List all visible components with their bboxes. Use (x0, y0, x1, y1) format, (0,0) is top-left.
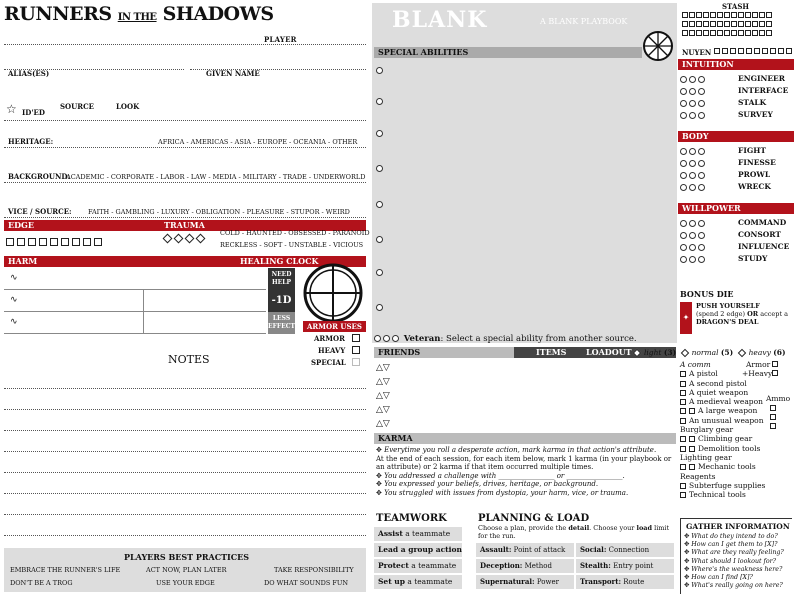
need-help-box: NEED HELP (268, 268, 295, 290)
attribute-body-header: BODY (678, 131, 794, 142)
action-fight[interactable]: FIGHT (680, 145, 794, 157)
karma-rule-3: ✥ You addressed a challenge with ________________ or ________________. (376, 471, 625, 480)
special-abilities-header: SPECIAL ABILITIES (374, 47, 642, 58)
action-survey[interactable]: SURVEY (680, 109, 794, 121)
action-interface[interactable]: INTERFACE (680, 85, 794, 97)
planning-desc: Choose a plan, provide the detail. Choose your load limit for the run. (478, 524, 670, 540)
push-yourself-label: PUSH YOURSELF (696, 302, 760, 310)
karma-rule-1: ✥ Everytime you roll a desperate action, mark karma in that action's attribute. (376, 446, 657, 454)
bonus-die-text: PUSH YOURSELF (spend 2 edge) OR accept a DRAGON'S DEAL (696, 302, 788, 326)
ability-slot-2[interactable] (376, 97, 385, 105)
heritage-options[interactable]: AFRICA - AMERICAS - ASIA - EUROPE - OCEANIA - OTHER (158, 138, 358, 146)
plan-supernatural: Supernatural: Power (476, 575, 574, 589)
ammo-label: Ammo (766, 394, 791, 403)
trauma-list-1[interactable]: COLD - HAUNTED - OBSESSED - PARANOID (220, 229, 370, 237)
action-finesse[interactable]: FINESSE (680, 157, 794, 169)
teamwork-list (374, 527, 462, 589)
healing-clock-title: HEALING CLOCK (240, 256, 319, 266)
karma-header: KARMA (374, 433, 676, 444)
armor-uses-header: ARMOR USES (303, 321, 366, 332)
load-heavy[interactable]: heavy (748, 348, 771, 357)
heritage-label: HERITAGE: (8, 137, 54, 146)
vice-options[interactable]: FAITH - GAMBLING - LUXURY - OBLIGATION - PLEASURE - STUPOR - WEIRD (88, 208, 350, 216)
plan-transport: Transport: Route (576, 575, 674, 589)
loadout-options[interactable] (634, 347, 794, 358)
action-study[interactable]: STUDY (680, 253, 794, 265)
stash-label: STASH (722, 2, 749, 11)
action-stalk[interactable]: STALK (680, 97, 794, 109)
teamwork-lead: Lead a group action (374, 543, 462, 557)
action-prowl[interactable]: PROWL (680, 169, 794, 181)
heartbeat-icon: ∿ (10, 273, 18, 283)
title-shadows: SHADOWS (162, 3, 274, 25)
notes-line-8[interactable] (4, 535, 366, 536)
item-row[interactable]: A pistol (680, 369, 794, 378)
teamwork-assist: Assist a teammate (374, 527, 462, 541)
source-label: SOURCE (60, 102, 94, 111)
attribute-intuition-actions[interactable] (680, 73, 794, 121)
friend-row-5[interactable]: △▽ (376, 419, 390, 429)
plan-stealth: Stealth: Entry point (576, 559, 674, 573)
edge-title: EDGE (8, 220, 34, 230)
playbook-tagline: A BLANK PLAYBOOK (540, 17, 628, 26)
item-row[interactable]: A second pistol (680, 379, 794, 388)
healing-clock-icon[interactable] (302, 262, 364, 324)
attribute-body-actions[interactable] (680, 145, 794, 193)
attribute-intuition-header: INTUITION (678, 59, 794, 70)
trauma-track[interactable] (164, 234, 208, 242)
best-practice-2: ACT NOW, PLAN LATER (146, 566, 227, 574)
aliases-label: ALIAS(ES) (8, 69, 50, 78)
nuyen-track[interactable] (714, 47, 794, 55)
ability-slot-1[interactable] (376, 66, 385, 74)
item-row[interactable]: A comm (680, 360, 711, 369)
karma-rule-5: ✥ You struggled with issues from dystopia, your harm, vice, or trauma. (376, 488, 629, 497)
veteran-text: : Select a special ability from another source. (440, 334, 637, 344)
load-light[interactable]: light (644, 348, 662, 357)
bonus-die-title: BONUS DIE (680, 289, 734, 299)
friend-row-4[interactable]: △▽ (376, 405, 390, 415)
item-armor-checkbox[interactable] (772, 360, 781, 368)
friend-row-3[interactable]: △▽ (376, 391, 390, 401)
trauma-title: TRAUMA (164, 220, 205, 230)
item-row[interactable]: Technical tools (680, 490, 794, 499)
ammo-track[interactable] (770, 404, 779, 431)
notes-title: NOTES (168, 353, 210, 366)
notes-line-5[interactable] (4, 472, 366, 473)
armor-checkbox[interactable] (352, 334, 363, 342)
notes-line-6[interactable] (4, 493, 366, 494)
nuyen-label: NUYEN (682, 48, 712, 57)
background-label: BACKGROUND: (8, 172, 71, 181)
edge-track[interactable] (6, 238, 105, 246)
harm-title: HARM (8, 256, 38, 266)
best-practices-title: PLAYERS BEST PRACTICES (124, 552, 250, 562)
item-row[interactable]: A quiet weapon (680, 388, 794, 397)
item-row[interactable]: Mechanic tools (680, 462, 794, 471)
best-practice-4: DON'T BE A TROG (10, 579, 73, 587)
item-row[interactable]: A large weapon (680, 406, 794, 415)
star-icon[interactable]: ☆ (6, 102, 17, 116)
veteran-label: Veteran (403, 334, 441, 344)
teamwork-setup: Set up a teammate (374, 575, 462, 589)
minus-1d-box: -1D (268, 290, 295, 312)
karma-rule-2: At the end of each session, for each item below, mark 1 karma (in your playbook or an attribute) or 2 karma if that item occurred multiple times. (376, 454, 672, 471)
best-practice-6: DO WHAT SOUNDS FUN (264, 579, 349, 587)
title-in-the: IN THE (117, 12, 157, 23)
friend-row-1[interactable]: △▽ (376, 363, 390, 373)
veteran-row[interactable] (374, 334, 674, 344)
attribute-willpower-actions[interactable] (680, 217, 794, 265)
player-label: PLAYER (264, 35, 297, 44)
ability-slot-4[interactable] (376, 164, 385, 172)
action-wreck[interactable]: WRECK (680, 181, 794, 193)
plan-assault: Assault: Point of attack (476, 543, 574, 557)
ability-slot-6[interactable] (376, 235, 385, 243)
less-effect-box: LESS EFFECT (268, 312, 295, 334)
item-row[interactable]: Lighting gear (680, 452, 732, 462)
planning-title: PLANNING & LOAD (478, 513, 590, 524)
heavy-checkbox[interactable] (352, 346, 363, 354)
item-row[interactable]: Reagents (680, 471, 716, 481)
action-command[interactable]: COMMAND (680, 217, 794, 229)
item-row[interactable]: An unusual weapon (680, 416, 794, 425)
stash-track[interactable] (682, 11, 794, 38)
trauma-list-2[interactable]: RECKLESS - SOFT - UNSTABLE - VICIOUS (220, 241, 364, 249)
item-heavy-checkbox[interactable] (772, 369, 781, 377)
notes-line-4[interactable] (4, 451, 366, 452)
plan-deception: Deception: Method (476, 559, 574, 573)
player-field[interactable] (4, 44, 366, 45)
teamwork-protect: Protect a teammate (374, 559, 462, 573)
plan-social: Social: Connection (576, 543, 674, 557)
special-checkbox[interactable] (352, 358, 363, 366)
harm-row-1[interactable] (4, 312, 266, 334)
attribute-willpower-header: WILLPOWER (678, 203, 794, 214)
sheet-title (4, 3, 274, 25)
karma-rules (376, 446, 676, 497)
ability-slot-5[interactable] (376, 200, 385, 208)
load-light-count: (3) (663, 348, 677, 357)
harm-row-3[interactable] (4, 268, 266, 290)
loadout-title: LOADOUT (586, 347, 632, 357)
item-row[interactable]: A medieval weapon (680, 397, 794, 406)
given-name-label: GIVEN NAME (206, 69, 260, 78)
item-heavy-label: +Heavy (742, 369, 773, 378)
items-title: ITEMS (536, 347, 567, 357)
best-practice-1: EMBRACE THE RUNNER'S LIFE (10, 566, 121, 574)
bonus-die-marker: ✦ (680, 302, 692, 334)
ability-slot-8[interactable] (376, 303, 385, 311)
gather-title: GATHER INFORMATION (686, 522, 790, 531)
heartbeat-icon-2: ∿ (10, 295, 18, 305)
load-normal-count: (5) (720, 348, 734, 357)
vice-label: VICE / SOURCE: (8, 207, 72, 216)
item-row[interactable]: Climbing gear (680, 434, 794, 443)
background-field[interactable] (4, 182, 366, 183)
action-engineer[interactable]: ENGINEER (680, 73, 794, 85)
ability-slot-3[interactable] (376, 129, 385, 137)
notes-line-1[interactable] (4, 388, 366, 389)
best-practice-3: TAKE RESPONSIBILITY (274, 566, 354, 574)
heartbeat-icon-3: ∿ (10, 317, 18, 327)
action-consort[interactable]: CONSORT (680, 229, 794, 241)
playbook-name: BLANK (392, 7, 488, 33)
item-armor-label: Armor (746, 360, 771, 369)
look-field[interactable] (4, 120, 366, 121)
load-heavy-count: (6) (773, 348, 786, 357)
karma-rule-4: ✥ You expressed your beliefs, drives, heritage, or background. (376, 480, 599, 488)
gather-questions: ✥ What do they intend to do? ✥ How can I get them to [X]? ✥ What are they really feeling? ✥ What should I lookout for? ✥ Where's the weakness here? ✥ How can I find [X]? ✥ What's really going on here? (684, 533, 784, 590)
item-row[interactable]: Demolition tools (680, 444, 794, 453)
item-row[interactable]: Subterfuge supplies (680, 481, 794, 490)
notes-line-7[interactable] (4, 514, 366, 515)
friend-row-2[interactable]: △▽ (376, 377, 390, 387)
harm-row-2[interactable] (4, 290, 266, 312)
ided-label: ID'ED (22, 108, 45, 117)
teamwork-title: TEAMWORK (376, 513, 447, 524)
heavy-label: HEAVY (318, 346, 346, 355)
action-influence[interactable]: INFLUENCE (680, 241, 794, 253)
notes-line-2[interactable] (4, 409, 366, 410)
load-normal[interactable]: normal (691, 348, 719, 357)
vice-field[interactable] (4, 217, 366, 218)
item-row[interactable]: Burglary gear (680, 425, 734, 435)
dragons-deal-label: DRAGON'S DEAL (696, 318, 759, 326)
friends-header: FRIENDS (374, 347, 514, 358)
background-options[interactable]: ACADEMIC - CORPORATE - LABOR - LAW - MEDIA - MILITARY - TRADE - UNDERWORLD (66, 173, 366, 181)
plans-grid (476, 543, 676, 589)
heritage-field[interactable] (4, 147, 366, 148)
look-label: LOOK (116, 102, 140, 111)
notes-line-3[interactable] (4, 430, 366, 431)
special-label: SPECIAL (311, 358, 346, 367)
title-runners: RUNNERS (4, 3, 112, 25)
ability-slot-7[interactable] (376, 268, 385, 276)
playbook-wheel-icon (642, 30, 674, 62)
armor-label: ARMOR (314, 334, 345, 343)
best-practice-5: USE YOUR EDGE (156, 579, 215, 587)
